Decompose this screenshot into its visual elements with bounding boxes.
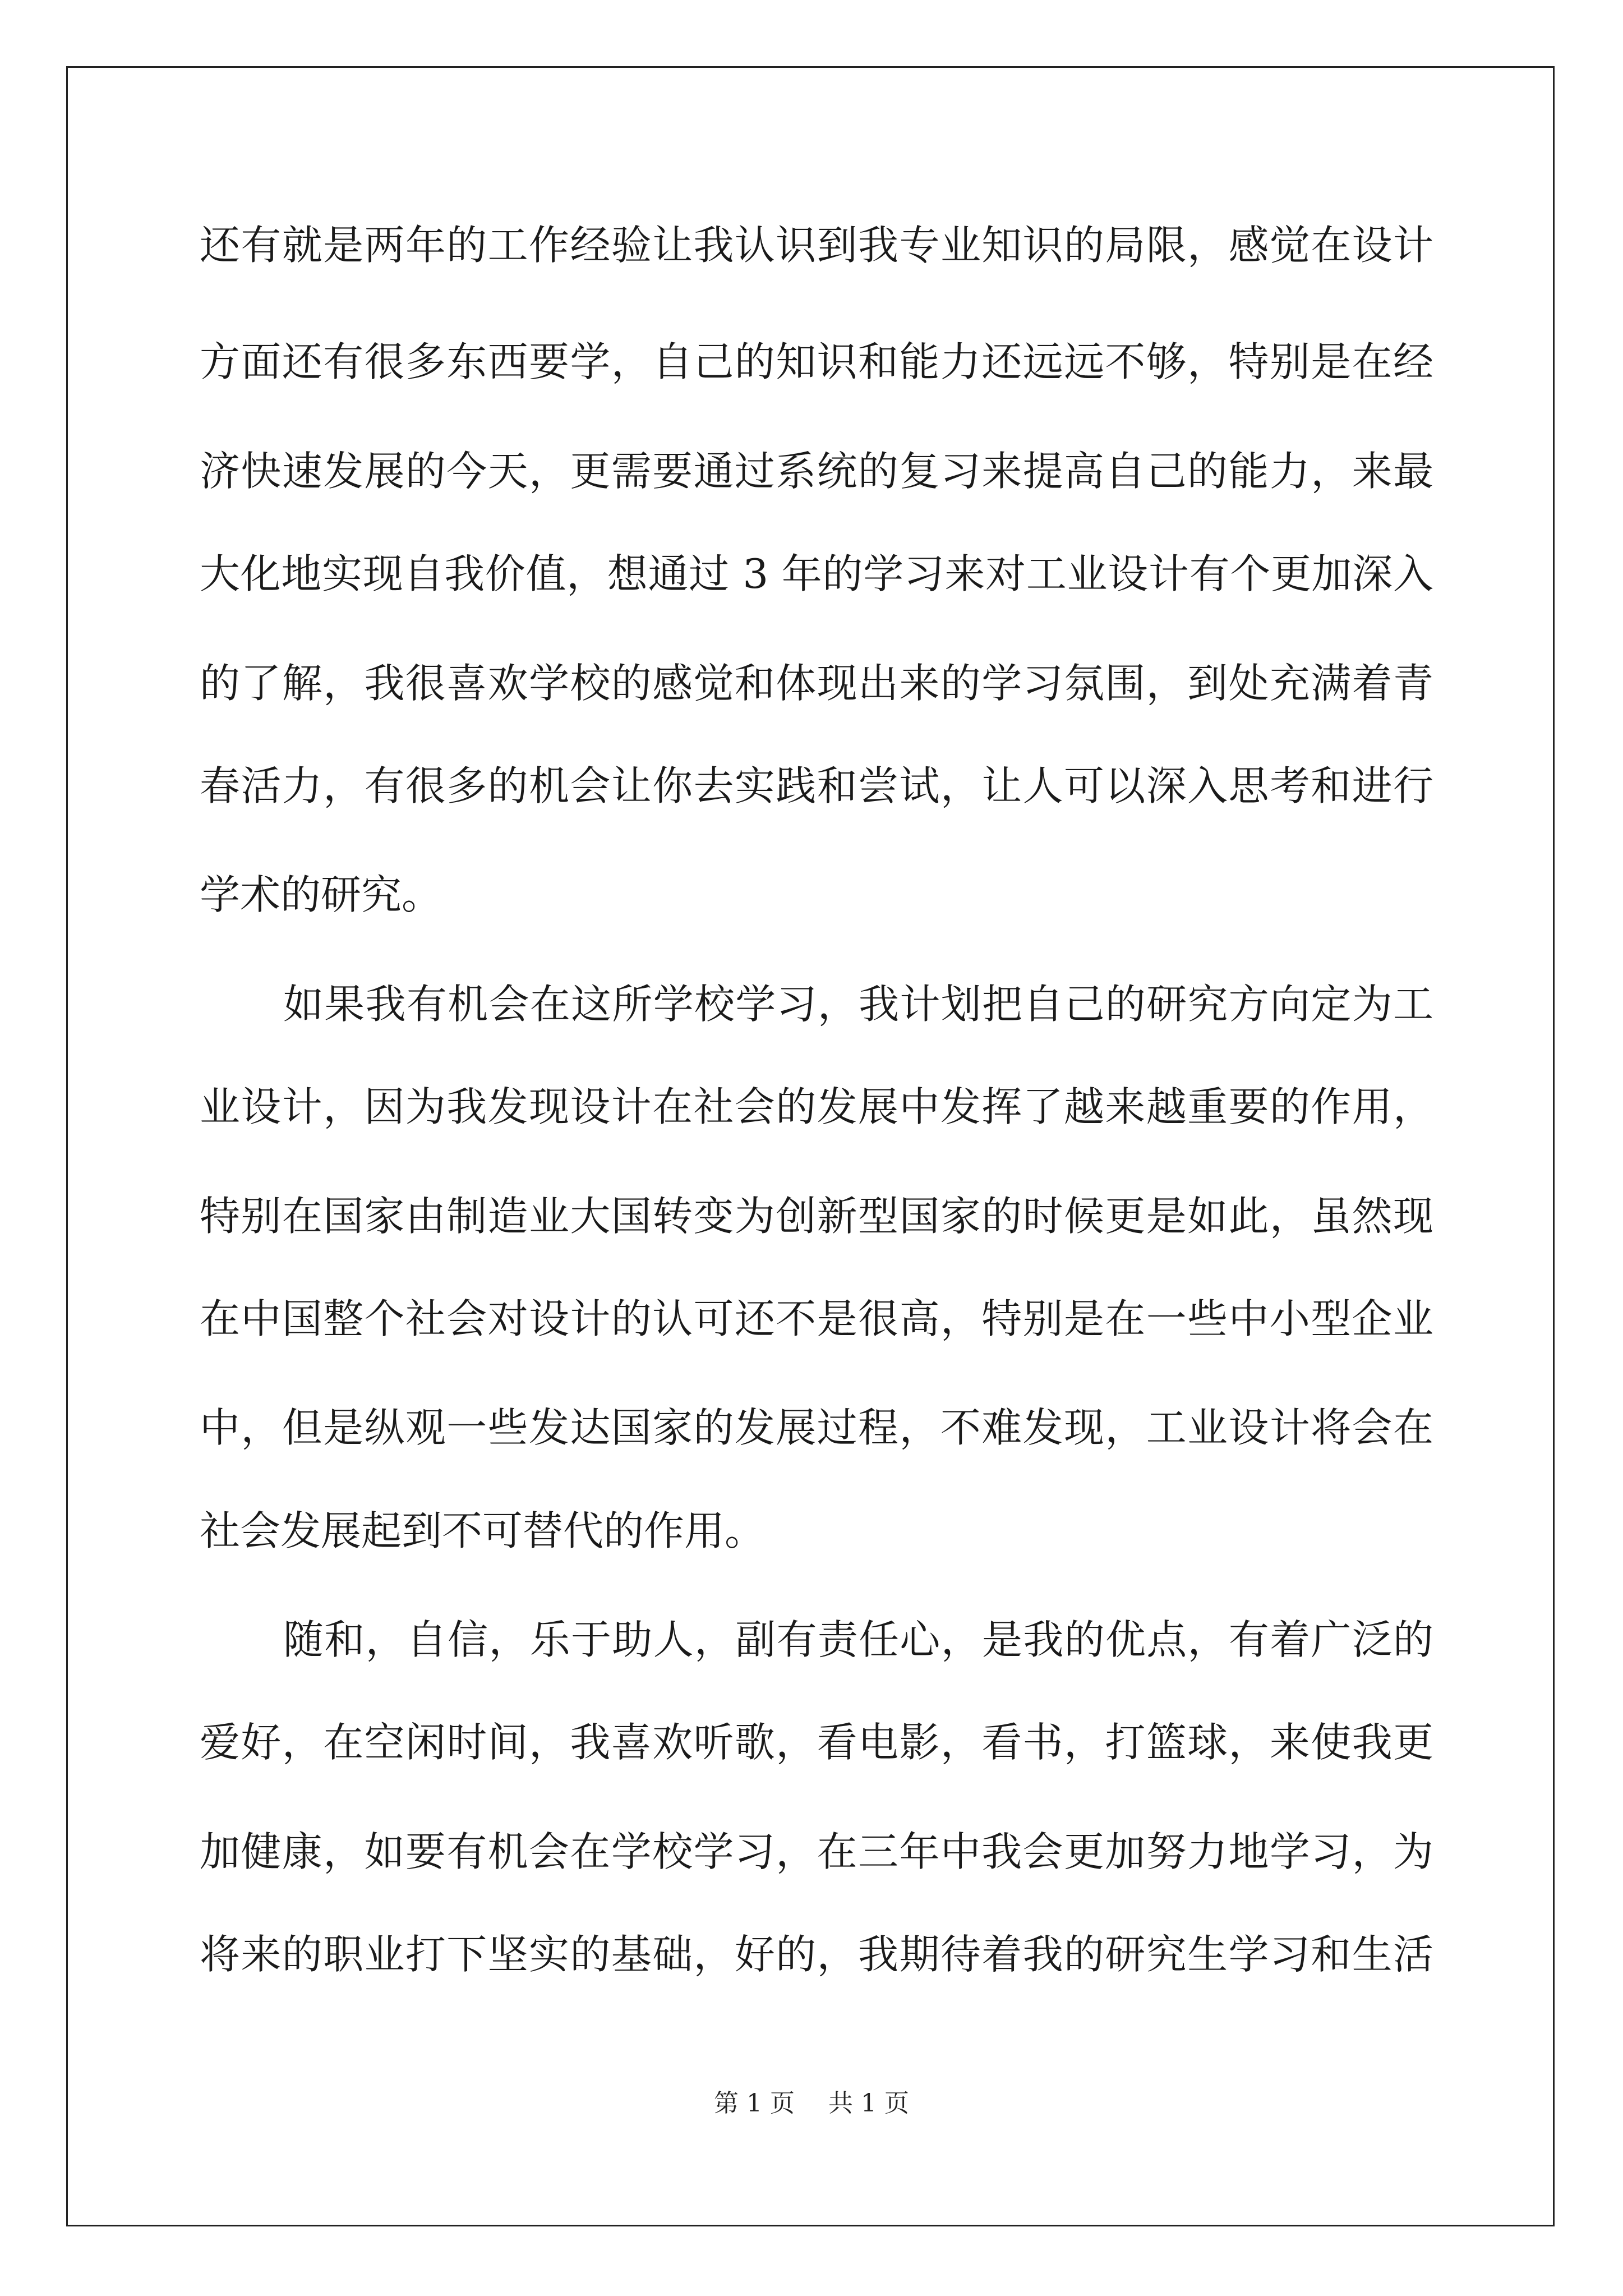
text-line: 特别在国家由制造业大国转变为创新型国家的时候更是如此，虽然现 — [200, 1193, 1433, 1240]
text-line: 学术的研究。 — [200, 871, 442, 918]
text-line: 在中国整个社会对设计的认可还不是很高，特别是在一些中小型企业 — [200, 1295, 1433, 1342]
text-line: 业设计，因为我发现设计在社会的发展中发挥了越来越重要的作用， — [200, 1083, 1433, 1130]
text-line: 中，但是纵观一些发达国家的发展过程，不难发现，工业设计将会在 — [200, 1404, 1433, 1451]
text-line: 大化地实现自我价值，想通过 3 年的学习来对工业设计有个更加深入 — [200, 550, 1433, 597]
text-line: 济快速发展的今天，更需要通过系统的复习来提高自己的能力，来最 — [200, 448, 1433, 495]
text-line: 爱好，在空闲时间，我喜欢听歌，看电影，看书，打篮球，来使我更 — [200, 1719, 1433, 1766]
text-line: 的了解，我很喜欢学校的感觉和体现出来的学习氛围，到处充满着青 — [200, 660, 1433, 707]
text-line: 还有就是两年的工作经验让我认识到我专业知识的局限，感觉在设计 — [200, 222, 1433, 269]
text-line: 方面还有很多东西要学，自己的知识和能力还远远不够，特别是在经 — [200, 338, 1433, 385]
text-line: 将来的职业打下坚实的基础，好的，我期待着我的研究生学习和生活 — [200, 1931, 1433, 1978]
page-footer — [0, 2087, 1623, 2120]
text-line: 社会发展起到不可替代的作用。 — [200, 1507, 766, 1554]
page-total: 共 1 页 — [828, 2089, 909, 2118]
text-line: 春活力，有很多的机会让你去实践和尝试，让人可以深入思考和进行 — [200, 762, 1433, 809]
text-line: 随和，自信，乐于助人，副有责任心，是我的优点，有着广泛的 — [283, 1616, 1433, 1663]
text-line: 如果我有机会在这所学校学习，我计划把自己的研究方向定为工 — [283, 981, 1433, 1028]
text-line: 加健康，如要有机会在学校学习，在三年中我会更加努力地学习，为 — [200, 1828, 1433, 1875]
page-number: 第 1 页 — [714, 2089, 795, 2118]
